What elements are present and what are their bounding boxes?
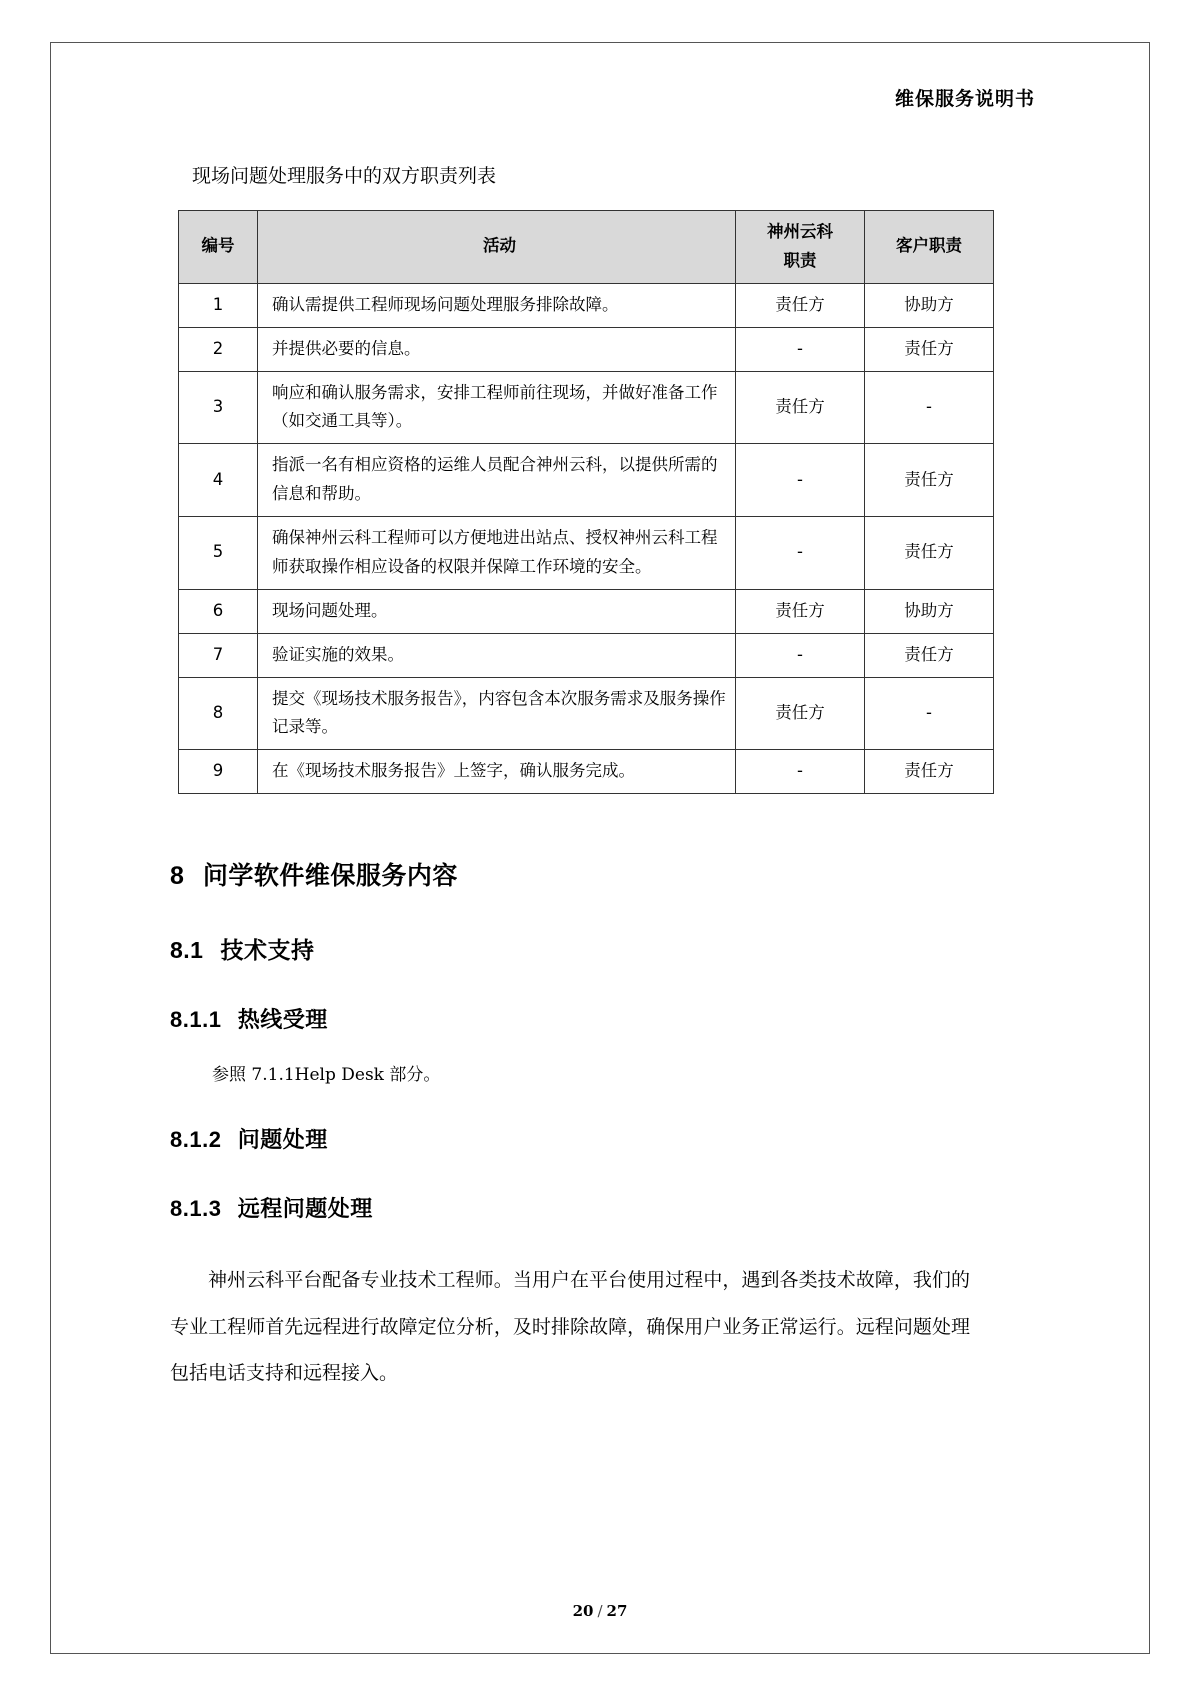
cell-activity: 验证实施的效果。 bbox=[258, 633, 736, 677]
cell-number: 7 bbox=[179, 633, 258, 677]
table-header-row bbox=[179, 211, 994, 284]
footer-separator: / bbox=[597, 1602, 603, 1620]
cell-activity: 提交《现场技术服务报告》，内容包含本次服务需求及服务操作记录等。 bbox=[258, 677, 736, 750]
heading-8-title: 问学软件维保服务内容 bbox=[202, 861, 458, 891]
heading-8-1-1-number: 8.1.1 bbox=[170, 1007, 222, 1033]
cell-activity: 并提供必要的信息。 bbox=[258, 327, 736, 371]
column-header-activity: 活动 bbox=[258, 211, 736, 284]
cell-number: 5 bbox=[179, 517, 258, 590]
table-row bbox=[179, 633, 994, 677]
table-row bbox=[179, 589, 994, 633]
document-header-title: 维保服务说明书 bbox=[894, 88, 1035, 110]
cell-activity: 确认需提供工程师现场问题处理服务排除故障。 bbox=[258, 283, 736, 327]
heading-8-1-2-title: 问题处理 bbox=[237, 1128, 328, 1154]
cell-customer-duty: 协助方 bbox=[865, 283, 994, 327]
cell-zhiyun-duty: - bbox=[736, 750, 865, 794]
cell-activity: 指派一名有相应资格的运维人员配合神州云科，以提供所需的信息和帮助。 bbox=[258, 444, 736, 517]
cell-zhiyun-duty: 责任方 bbox=[736, 371, 865, 444]
column-header-zhiyun-duty bbox=[736, 211, 865, 284]
cell-zhiyun-duty: - bbox=[736, 327, 865, 371]
cell-customer-duty: 责任方 bbox=[865, 444, 994, 517]
heading-8-1-2-number: 8.1.2 bbox=[170, 1127, 222, 1153]
cell-customer-duty: - bbox=[865, 677, 994, 750]
heading-8-1-number: 8.1 bbox=[170, 937, 204, 964]
column-header-customer-duty: 客户职责 bbox=[865, 211, 994, 284]
heading-8-1-3-number: 8.1.3 bbox=[170, 1196, 222, 1222]
cell-activity: 响应和确认服务需求，安排工程师前往现场，并做好准备工作（如交通工具等）。 bbox=[258, 371, 736, 444]
cell-customer-duty: 责任方 bbox=[865, 517, 994, 590]
column-header-number: 编号 bbox=[179, 211, 258, 284]
column-header-zhiyun-line2: 职责 bbox=[783, 250, 817, 270]
cell-number: 9 bbox=[179, 750, 258, 794]
cell-zhiyun-duty: 责任方 bbox=[736, 283, 865, 327]
responsibility-table bbox=[178, 210, 994, 794]
cell-customer-duty: 责任方 bbox=[865, 633, 994, 677]
table-row bbox=[179, 327, 994, 371]
heading-8-1-2 bbox=[170, 1123, 1055, 1154]
page-footer bbox=[0, 1602, 1200, 1620]
cell-activity: 在《现场技术服务报告》上签字，确认服务完成。 bbox=[258, 750, 736, 794]
heading-8-1-1 bbox=[170, 1003, 1055, 1034]
heading-8-1 bbox=[170, 932, 1055, 965]
table-body bbox=[179, 283, 994, 793]
cell-zhiyun-duty: 责任方 bbox=[736, 589, 865, 633]
cell-customer-duty: - bbox=[865, 371, 994, 444]
column-header-zhiyun-line1: 神州云科 bbox=[767, 222, 833, 241]
table-row bbox=[179, 371, 994, 444]
cell-activity: 现场问题处理。 bbox=[258, 589, 736, 633]
heading-8-1-3 bbox=[170, 1192, 1055, 1223]
heading-8-1-3-title: 远程问题处理 bbox=[237, 1197, 373, 1223]
footer-page-number: 20 bbox=[572, 1602, 594, 1620]
table-caption: 现场问题处理服务中的双方职责列表 bbox=[192, 165, 497, 187]
heading-8-number: 8 bbox=[170, 862, 185, 891]
footer-total-pages: 27 bbox=[606, 1602, 628, 1620]
cell-number: 3 bbox=[179, 371, 258, 444]
cell-number: 8 bbox=[179, 677, 258, 750]
table-row bbox=[179, 444, 994, 517]
table-row bbox=[179, 677, 994, 750]
table-row bbox=[179, 750, 994, 794]
table-header bbox=[179, 211, 994, 284]
cell-customer-duty: 责任方 bbox=[865, 750, 994, 794]
table-row bbox=[179, 517, 994, 590]
cell-number: 1 bbox=[179, 283, 258, 327]
cell-zhiyun-duty: - bbox=[736, 444, 865, 517]
cell-number: 6 bbox=[179, 589, 258, 633]
cell-number: 4 bbox=[179, 444, 258, 517]
heading-8 bbox=[170, 856, 1055, 892]
cell-activity: 确保神州云科工程师可以方便地进出站点、授权神州云科工程师获取操作相应设备的权限并保障工作环境的安全。 bbox=[258, 517, 736, 590]
cell-customer-duty: 责任方 bbox=[865, 327, 994, 371]
heading-8-1-title: 技术支持 bbox=[220, 938, 315, 965]
page-content bbox=[50, 42, 1150, 1654]
cell-zhiyun-duty: - bbox=[736, 517, 865, 590]
paragraph-8-1-1: 参照 7.1.1Help Desk 部分。 bbox=[212, 1065, 441, 1086]
paragraph-8-1-3: 神州云科平台配备专业技术工程师。当用户在平台使用过程中，遇到各类技术故障，我们的专业工程师首先远程进行故障定位分析，及时排除故障，确保用户业务正常运行。远程问题处理包括电话支持和远程接入。 bbox=[170, 1269, 970, 1385]
cell-zhiyun-duty: - bbox=[736, 633, 865, 677]
cell-zhiyun-duty: 责任方 bbox=[736, 677, 865, 750]
cell-number: 2 bbox=[179, 327, 258, 371]
cell-customer-duty: 协助方 bbox=[865, 589, 994, 633]
heading-8-1-1-title: 热线受理 bbox=[237, 1008, 328, 1034]
table-row bbox=[179, 283, 994, 327]
